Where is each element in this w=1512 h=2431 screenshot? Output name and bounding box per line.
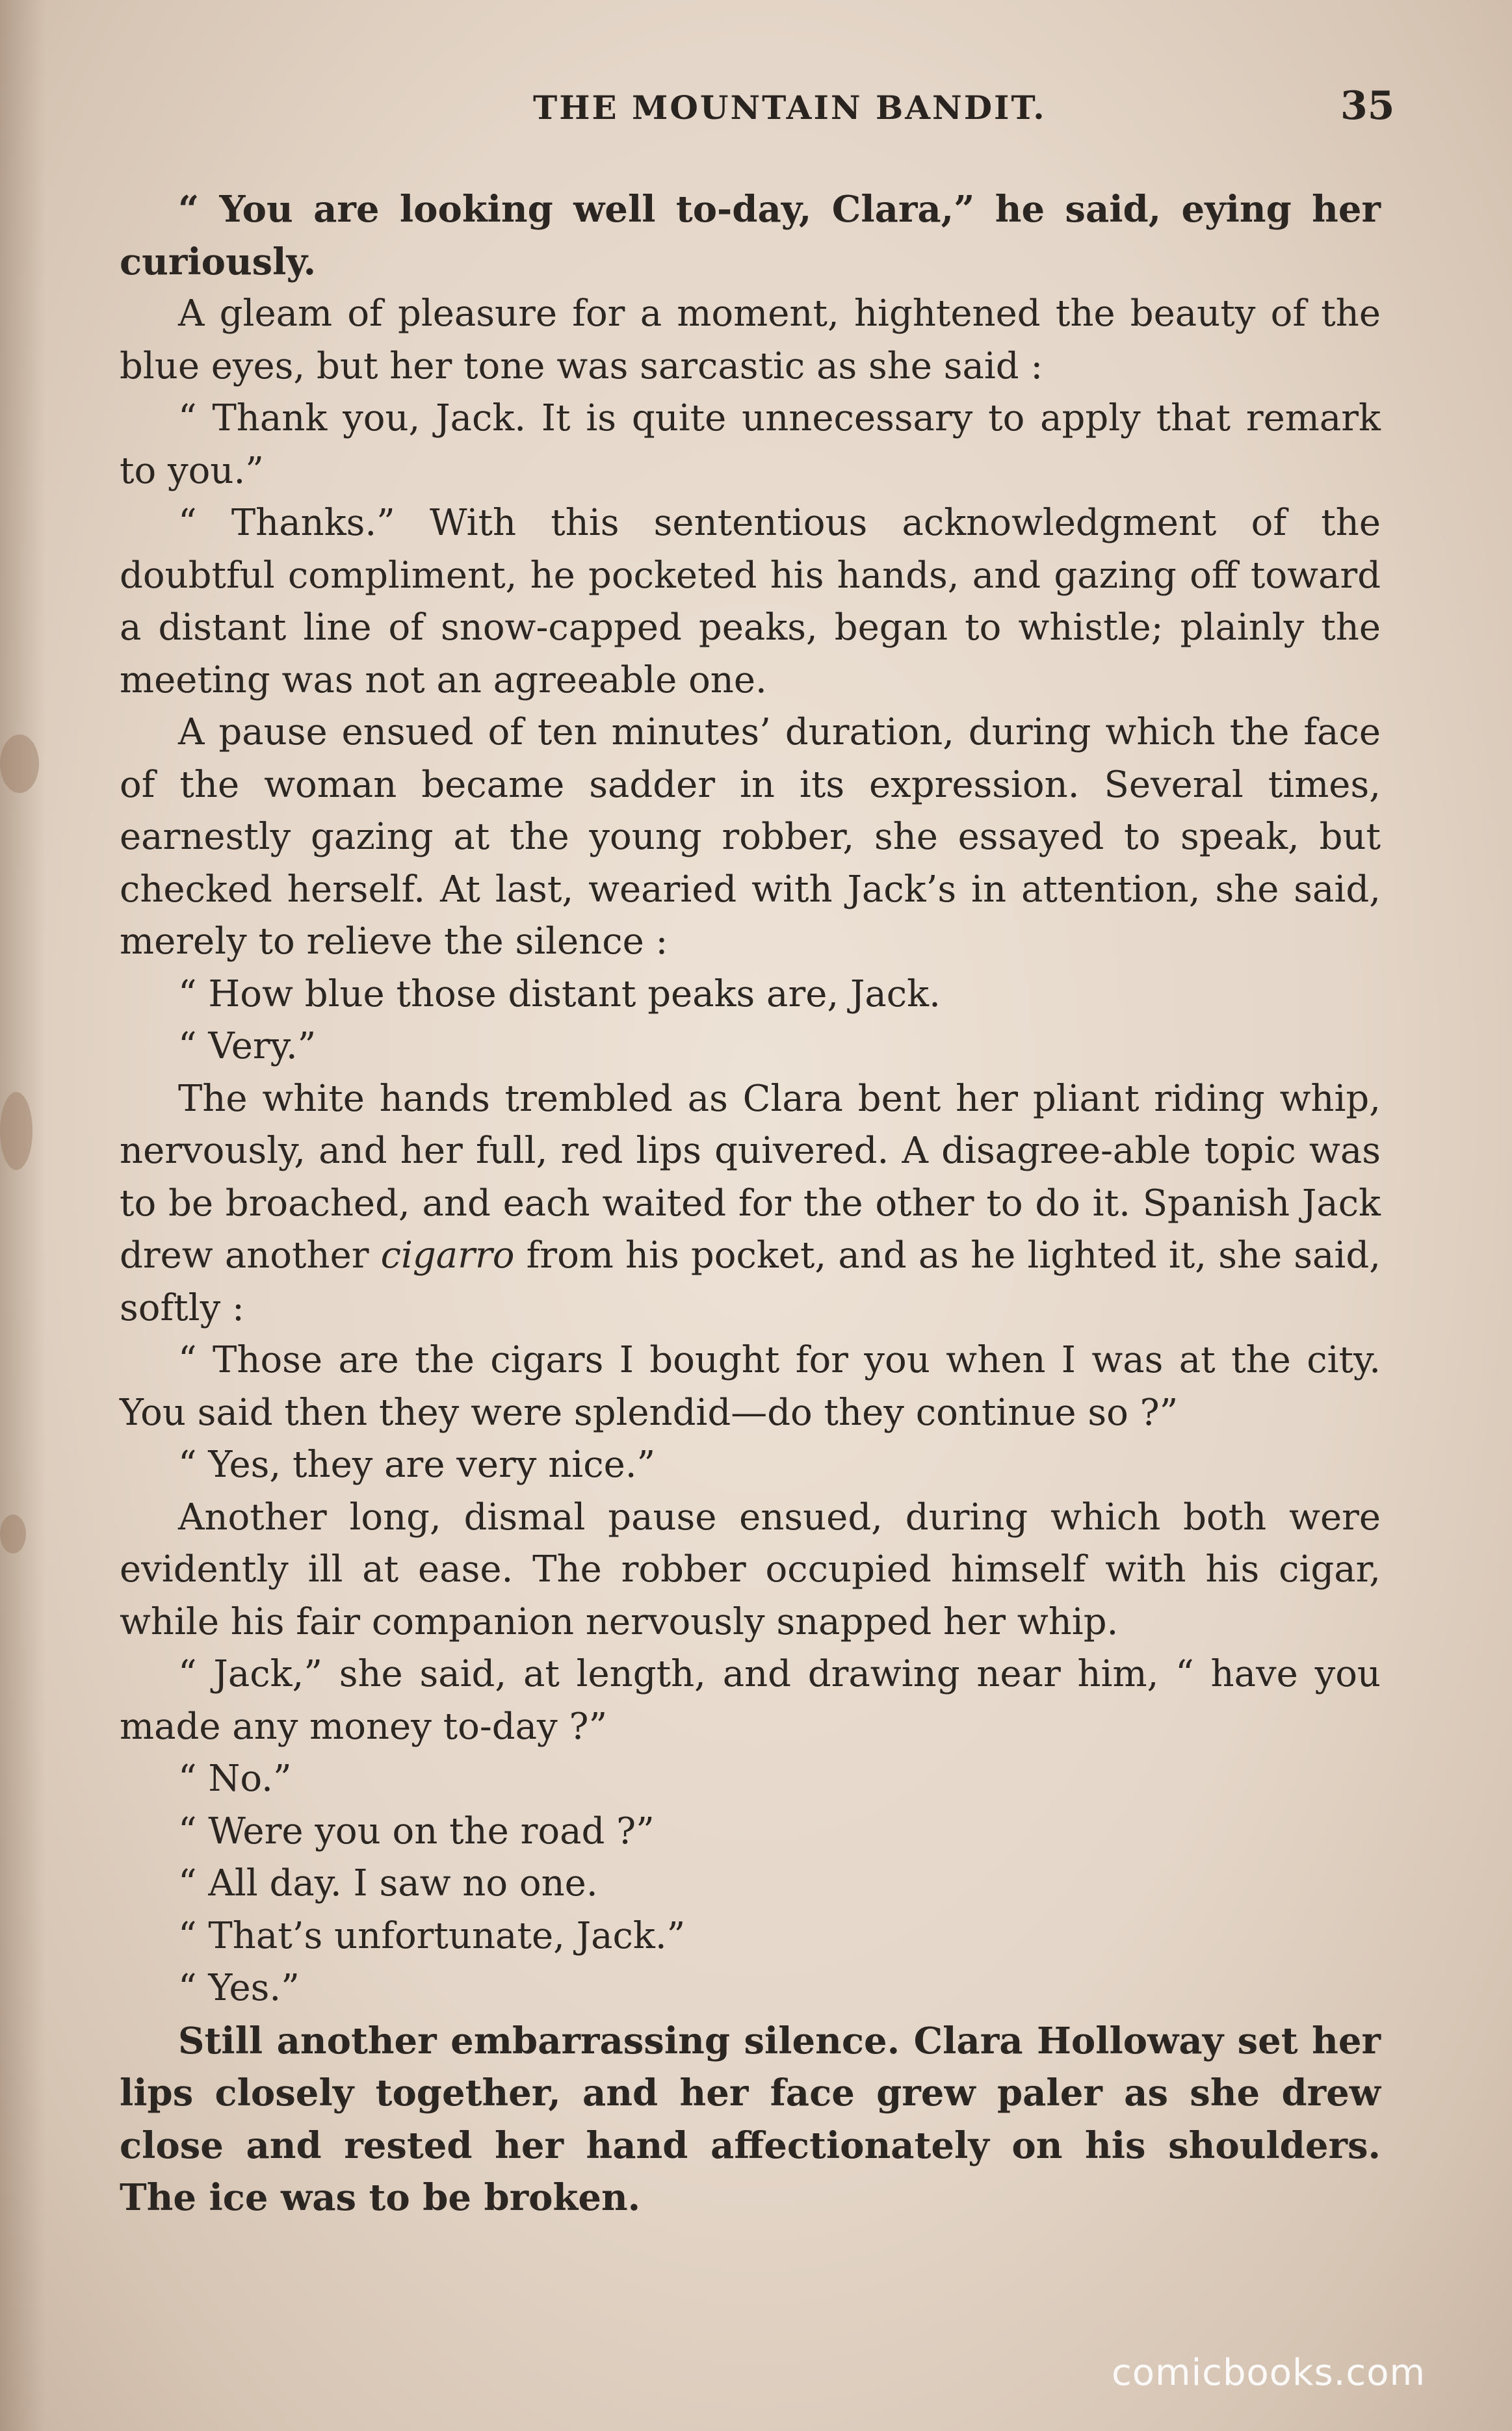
paragraph: “ Those are the cigars I bought for you when I was at the city. You said then they were splendid—do they continue so ?” [120,1339,1381,1434]
paper-tear-mark [0,1092,33,1170]
page-edge-shadow [0,0,46,2431]
paragraph [120,1073,1381,1335]
paragraph-text: The white hands trembled as Clara bent her pliant riding whip, nervously, and her full, red lips quivered. A disagree-able topic was to be broached, and each waited for the other to do it. Spanish Jack drew another [120,1077,1381,1277]
paragraph: “ Yes.” [178,1967,300,2009]
paragraph: Another long, dismal pause ensued, during which both were evidently ill at ease. The robber occupied himself with his cigar, while his fair companion nervously snapped her whip. [120,1496,1381,1643]
running-head [0,83,1512,142]
paper-tear-mark [0,1514,26,1554]
watermark: comicbooks.com [1112,2352,1426,2394]
paper-tear-mark [0,734,39,793]
paragraph: “ You are looking well to-day, Clara,” he said, eying her curiously. [120,188,1381,283]
paragraph: Still another embarrassing silence. Clara Holloway set her lips closely together, and her face grew paler as she drew close and rested her hand affectionately on his shoulders. The ice was to be broken. [120,2019,1381,2219]
page-number: 35 [1340,83,1395,129]
paragraph: “ Jack,” she said, at length, and drawing near him, “ have you made any money to-day ?” [120,1653,1381,1748]
paragraph: A pause ensued of ten minutes’ duration, during which the face of the woman became sadder in its expression. Several times, earnestly gazing at the young robber, she essayed to speak, but checked herself. At last, wearied with Jack’s in attention, she said, merely to relieve the silence : [120,711,1381,963]
paragraph: A gleam of pleasure for a moment, hightened the beauty of the blue eyes, but her tone was sarcastic as she said : [120,292,1381,387]
paragraph: “ Yes, they are very nice.” [178,1444,656,1486]
body-text [120,183,1381,2289]
paragraph: “ That’s unfortunate, Jack.” [178,1914,686,1957]
paragraph: “ All day. I saw no one. [178,1862,598,1904]
paragraph-text: from his pocket, and as he lighted it, she said, softly : [120,1234,1381,1329]
paragraph: “ Thanks.” With this sententious acknowledgment of the doubtful compliment, he pocketed his hands, and gazing off toward a distant line of snow-capped peaks, began to whistle; plainly the meeting was not an agreeable one. [120,502,1381,701]
paragraph: “ Very.” [178,1025,317,1067]
paragraph: “ How blue those distant peaks are, Jack. [178,972,941,1015]
italic-word: cigarro [380,1234,515,1277]
running-title: THE MOUNTAIN BANDIT. [533,88,1047,127]
paragraph: “ Thank you, Jack. It is quite unnecessary to apply that remark to you.” [120,397,1381,492]
paragraph: “ Were you on the road ?” [178,1810,655,1852]
paragraph: “ No.” [178,1758,292,1800]
